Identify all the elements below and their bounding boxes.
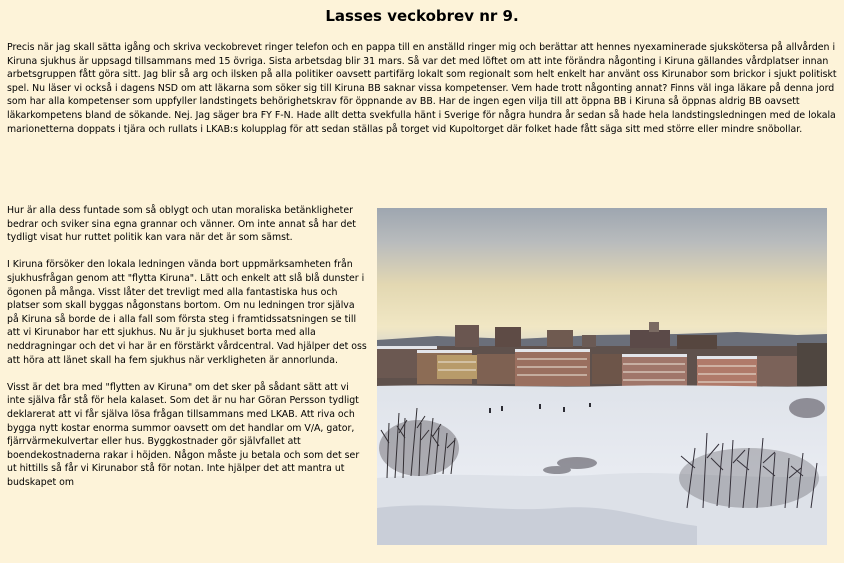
page-title: Lasses veckobrev nr 9. [325,7,519,25]
snowy-town-image [377,208,827,545]
left-column [7,204,369,503]
sky [377,208,827,348]
body-paragraph-1: Hur är alla dess funtade som så oblygt och utan moraliska betänkligheter bedrar och sviker sina egna grannar och vänner. Om inte annat så har det tydligt visat hur ruttet politik kan vara när det är som sämst. [7,205,356,244]
intro-paragraph: Precis när jag skall sätta igång och skriva veckobrevet ringer telefon och en pappa till en anställd ringer mig och berättar att hennes nyexaminerade sjukskötersa på allvården i Kiruna sjukhus är uppsagd tillsammans med 15 övriga. Sista arbetsdag blir 31 mars. Så var det med löftet om att inte förändra någonting i Kiruna gällandes vårdplatser innan arbetsgruppen fått göra sitt. Jag blir så arg och ilsken på alla politiker oavsett partifärg lokalt som regionalt som helt enkelt har använt oss Kirunabor som brickor i sjukt politiskt spel. Nu läser vi också i dagens NSD om att läkarna som söker sig till Kiruna BB saknar vissa kompetenser. Vem hade trott någonting annat? Finns väl inga läkare på denna jord som har alla kompetenser som uppfyller landstingets behörighetskrav för öppnande av BB. Har de ingen egen vilja till att öppna BB i Kiruna så öppnas aldrig BB oavsett läkarkompetens bland de sökande. Nej. Jag säger bra FY F-N. Hade allt detta svekfulla hänt i Sverige för några hundra år sedan så hade hela landstingsledningen med de lokala marionetterna doppats i tjära och rullats i LKAB:s kolupplag för att sedan ställas på torget vid Kupoltorget där folket hade fått säga sitt med större eller mindre snöbollar. [7,42,837,135]
body-paragraph-3: Visst är det bra med "flytten av Kiruna" om det sker på sådant sätt att vi inte själva får stå för hela kalaset. Som det är nu har Göran Persson tydligt deklarerat att vi får själva lösa frågan tillsammans med LKAB. Att riva och bygga nytt kostar enorma summor oavsett om det handlar om V/A, gator, fjärrvärmekulvertar eller hus. Byggkostnader gör självfallet att boendekostnaderna rakar i höjden. Någon måste ju betala och som det ser ut hittills så får vi Kirunabor stå för notan. Inte hjälper det att mantra ut budskapet om [7,381,360,488]
body-paragraph-2: I Kiruna försöker den lokala ledningen vända bort uppmärksamheten från sjukhusfrågan genom att "flytta Kiruna". Lätt och enkelt att slå blå dunster i ögonen på många. Visst låter det trevligt med alla fantastiska hus och platser som skall byggas någonstans bortom. Om nu ledningen tror själva på Kiruna så borde de i alla fall som första steg i framtidssatsningen se till att vi Kirunabor har ett sjukhus. Nu är ju sjukhuset borta med alla neddragningar och det vi har är en förstärkt vårdcentral. Vad hjälper det oss att höra att länet skall ha fem sjukhus när verkligheten är annorlunda. [7,259,367,366]
kiruna-town-photo [377,208,827,545]
